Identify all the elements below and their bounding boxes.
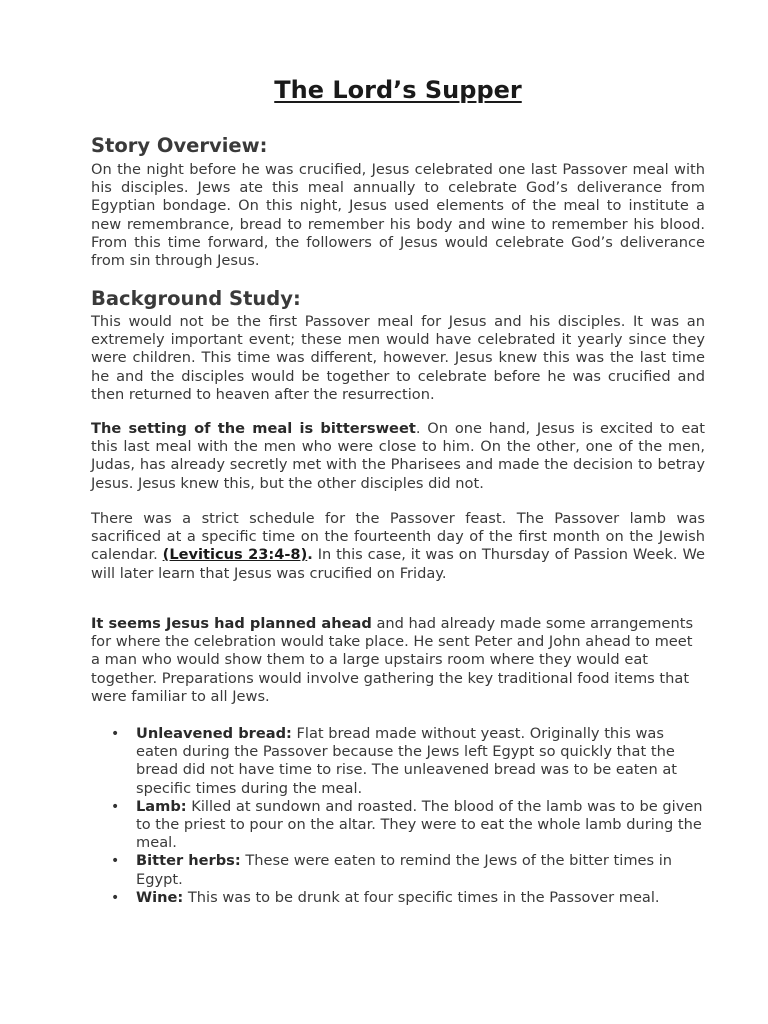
planned-paragraph [91,615,705,706]
bullet-icon: • [111,726,120,742]
background-study-heading: Background Study: [91,287,301,310]
schedule-text: There was a strict schedule for the Passover feast. The Passover lamb was sacrificed at a specific time on the fourteenth day of the first month on the Jewish calendar. [91,510,705,564]
food-items-list [91,725,705,907]
leviticus-reference-link[interactable]: (Leviticus 23:4-8) [162,546,308,564]
food-term: Bitter herbs: [136,852,241,870]
planned-text: and had already made some arrangements for where the celebration would take place. He sent Peter and John ahead to meet a man who would show them to a large upstairs room where they would eat together. Preparations would involve gathering the key traditional food items that were familiar to all Jews. [91,615,694,705]
food-description: This was to be drunk at four specific times in the Passover meal. [183,888,660,906]
food-term: Lamb: [136,797,187,815]
schedule-paragraph [91,510,705,583]
food-description: These were eaten to remind the Jews of the bitter times in Egypt. [136,852,673,888]
bullet-icon: • [111,798,120,815]
list-item [91,852,705,888]
schedule-text-after: In this case, it was on Thursday of Passion Week. We will later learn that Jesus was crucified on Friday. [91,546,705,582]
list-item [91,725,705,798]
story-overview-heading: Story Overview: [91,134,268,157]
story-overview-text: On the night before he was crucified, Jesus celebrated one last Passover meal with his disciples. Jews ate this meal annually to celebrate God’s deliverance from Egyptian bondage. On this night, Jesus used elements of the meal to institute a new remembrance, bread to remember his body and wine to remember his blood. From this time forward, the followers of Jesus would celebrate God’s deliverance from sin through Jesus. [91,161,705,270]
setting-text: . On one hand, Jesus is excited to eat this last meal with the men who were close to him. On the other, one of the men, Judas, has already secretly met with the Pharisees and made the decision to betray Jesus. Jesus knew this, but the other disciples did not. [91,420,705,492]
setting-paragraph [91,420,705,493]
setting-bold-lead: The setting of the meal is bittersweet [91,420,416,437]
food-description: Flat bread made without yeast. Originally this was eaten during the Passover because the Jews left Egypt so quickly that the bread did not have time to rise. The unleavened bread was to be eaten at specific times during the meal. [136,725,678,797]
bullet-icon: • [111,853,120,870]
food-term: Wine: [136,888,184,906]
food-term: Unleavened bread: [136,725,292,742]
list-item [91,798,705,853]
background-intro-text: This would not be the first Passover meal for Jesus and his disciples. It was an extremely important event; these men would have celebrated it yearly since they were children. This time was different, however. Jesus knew this was the last time he and the disciples would be together to celebrate before he was crucified and then returned to heaven after the resurrection. [91,313,705,403]
planned-bold-lead: It seems Jesus had planned ahead [91,615,372,632]
schedule-period: . [307,546,313,564]
bullet-icon: • [111,889,120,906]
page-title: The Lord’s Supper [274,76,522,104]
food-description: Killed at sundown and roasted. The blood of the lamb was to be given to the priest to pour on the altar. They were to eat the whole lamb during the meal. [136,797,703,852]
list-item [91,889,705,907]
